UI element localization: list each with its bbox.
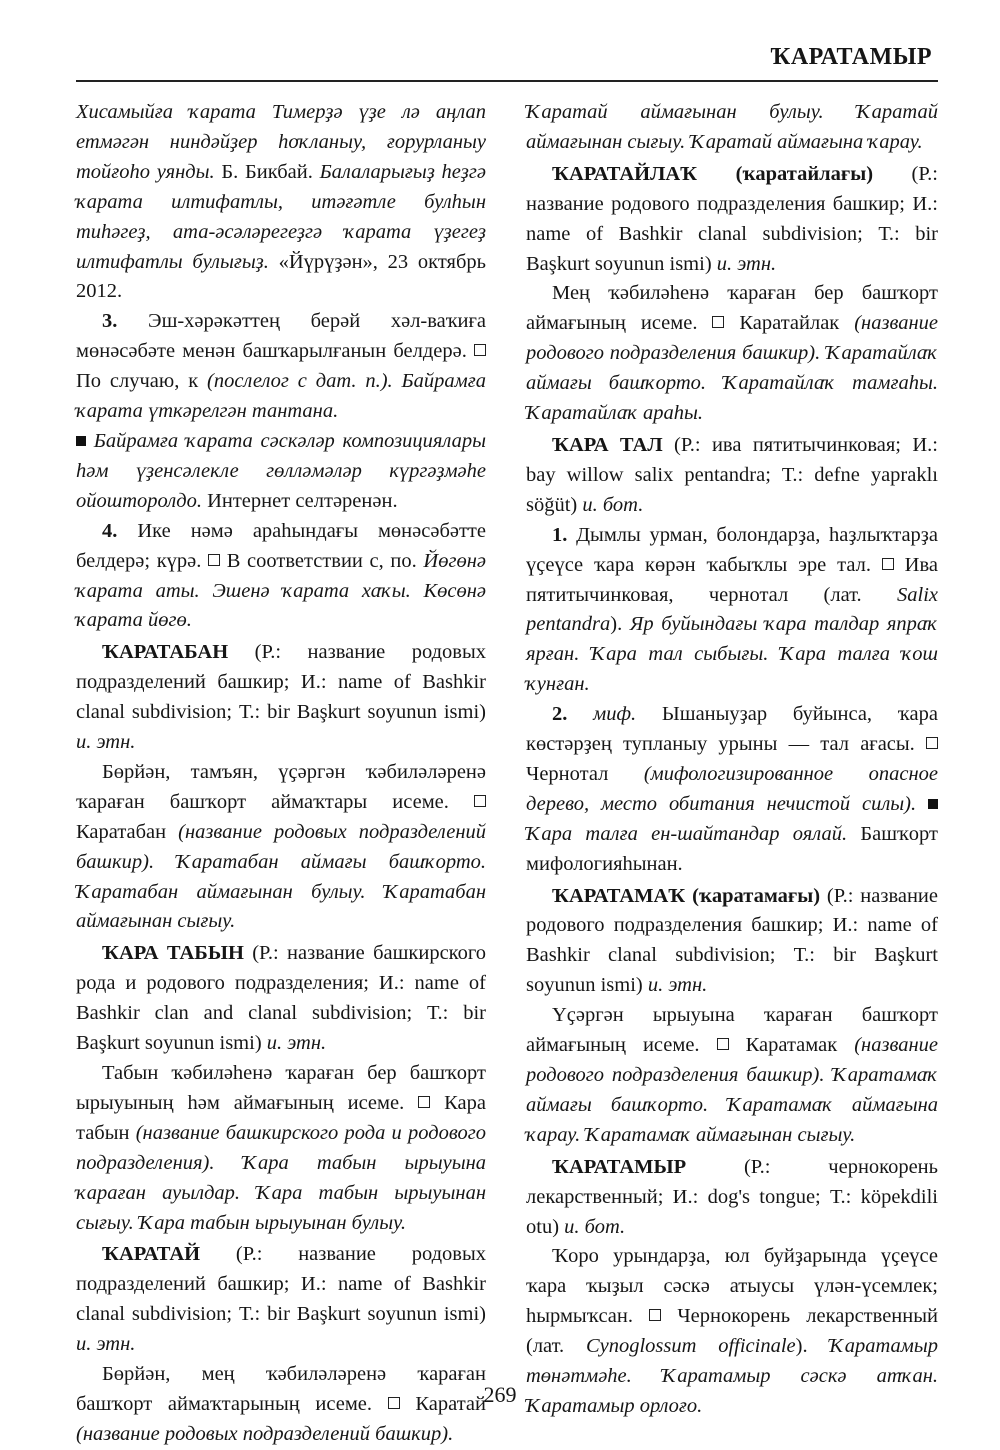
right-column [526,98,938,1422]
sense-number: 2. [552,703,568,726]
grammar-tag: миф. [567,703,637,726]
grammar-note: (название башкирского рода и родового подразделения). [76,1121,486,1174]
entry-karatamak [526,882,938,1002]
source-text: Интернет селтәренән. [201,489,398,512]
russian-marker-icon [418,1096,430,1108]
russian-translation-end: ). [795,1335,808,1358]
russian-translation: Каратамак [728,1034,855,1057]
russian-marker-icon [474,795,486,807]
definition: Бөрйән, мең ҡәбиләләренә ҡараған башҡорт аймаҡтарының исеме. [76,1363,486,1415]
example-text: Байрамға ҡарата сәскәләр композициялары һәм үҙенсәлекле гөлләмәләр күргәҙмәһе ойошторолдо. [76,429,486,512]
entry-headword: ҠАРАТАМАҠ (ҡаратамағы) [552,884,821,907]
sense-number: 4. [102,519,118,542]
definition: Дымлы урман, болондарҙа, һаҙлыҡтарҙа үҫеүсе ҡара көрән ҡабыҡлы эре тал. [526,523,938,576]
definition: Ике нәмә араһындағы мөнәсәбәтте белдерә; күрә. [76,519,486,572]
russian-translation-end: ). [610,613,623,636]
entry-definition [76,758,486,937]
latin-name: Salix pentandra [526,583,938,636]
entry-headword: ҠАРАТАБАН [102,641,229,664]
entry-headword: ҠАРАТАЙ [102,1243,201,1266]
russian-translation: Ива пятитычинковая, чернотал (лат. [526,553,938,606]
definition: Ышаныуҙар буйынса, ҡара көстәрҙең тупланыу урыны — тал ағасы. [526,703,939,756]
entry-kara-tabyn [76,939,486,1059]
grammar-note: (название родового подразделения башкир). [526,312,938,365]
russian-marker-icon [208,554,220,566]
page-number: 269 [483,1382,517,1407]
example-text: Байрамға ҡарата үткәрелгән тантана. [76,370,486,423]
translations: (Р.: название родового подразделения башкир; И.: name of Bashkir clanal subdivision; Т.: bir Başkurt soyunun ismi) [526,884,938,997]
definition: Эш-хәрәкәттең берәй хәл-ваҡиға мөнәсәбәте менән башҡарылғанын белдерә. [76,310,486,363]
sense-1 [526,521,938,700]
entry-karatamyr [526,1153,938,1243]
example-text: Ҡаратай аймағынан булыу. Ҡаратай аймағынан сығыу. Ҡаратай аймағына ҡарау. [526,101,938,153]
example-text: Яр буйындағы ҡара талдар япраҡ ярған. Ҡара тал сыбығы. Ҡара талға ҡош ҡунған. [526,613,938,696]
grammar-tag: и. этн. [76,1333,136,1356]
grammar-tag: и. этн. [76,731,136,754]
definition: Мең ҡәбиләһенә ҡараған бер башҡорт аймағының исеме. [526,282,938,335]
left-column [76,98,486,1450]
russian-marker-icon [717,1038,729,1050]
entry-karataban [76,638,486,758]
translations: (Р.: название родовых подразделений башкир; И.: name of Bashkir clanal subdivision; Т.: bir Başkurt soyunun ismi) [76,641,486,724]
russian-translation: Чернокорень лекарственный (лат. [526,1305,938,1358]
example-text: Ҡара талға ен-шайтандар оялай. [526,822,848,845]
russian-translation: Кара табын [76,1091,486,1144]
example-text: Балаларығыҙ һеҙгә ҡарата илтифатлы, итәғәтле булһын тиһәгеҙ, ата-әсәләрегеҙгә ҡарата үҙегеҙ илтифатлы булығыҙ. [76,160,486,273]
translations: (Р.: название башкирского рода и родового подразделения; И.: name of Bashkir clan and clanal subdivision; Т.: bir Başkurt soyunun ismi) [76,942,486,1055]
russian-marker-icon [882,558,894,570]
sense-3 [76,307,486,516]
russian-translation: Каратабан [76,820,179,843]
definition: Ҡоро урындарҙа, юл буйҙарында үҫеүсе ҡара ҡыҙыл сәскә атыусы үлән-үсемлек; һырмыҡсан. [526,1245,938,1328]
russian-marker-icon [712,316,724,328]
example-text: Ҡаратамаҡ аймағы башҡорто. Ҡаратамаҡ аймағына ҡарау. Ҡаратамаҡ аймағынан сығыу. [526,1064,938,1146]
russian-translation: Каратайлак [724,312,855,335]
example-text: Ҡара табын ырыуына ҡараған ауылдар. Ҡара табын ырыуынан сығыу. Ҡара табын ырыуынан булыу. [76,1151,486,1234]
example-text: Ҡаратайлаҡ аймағы башҡорто. Ҡаратайлаҡ тамғаһы. Ҡаратайлаҡ араһы. [526,342,938,425]
translations: (Р.: название родовых подразделений башкир; И.: name of Bashkir clanal subdivision; Т.: bir Başkurt soyunun ismi) [76,1243,486,1326]
entry-headword: ҠАРА ТАБЫН [102,942,244,965]
sense-2 [526,700,938,879]
russian-translation: По случаю, к [76,370,207,393]
source-text: «Йүрүҙән», 23 октябрь 2012. [76,250,487,303]
running-headword: ҠАРАТАМЫР [770,44,932,70]
entry-continuation [526,98,938,158]
grammar-tag: и. этн. [266,1032,327,1055]
definition: Үҫәргән ырыуына ҡараған башҡорт аймағының исеме. [526,1004,938,1057]
russian-marker-icon [474,344,486,356]
entry-headword: ҠАРАТАЙЛАҠ (ҡаратайлағы) [552,162,874,185]
entry-definition [76,1059,486,1238]
grammar-tag: и. этн. [647,974,708,997]
translations: (Р.: ива пятитычинковая; И.: bay willow salix pentandra; Т.: defne yapraklı söğüt) [526,433,938,516]
grammar-tag: и. бот. [564,1215,626,1238]
grammar-note: (название родового подразделения башкир). [526,1034,938,1086]
grammar-tag: и. бот. [582,493,644,516]
sense-number: 1. [552,523,568,546]
grammar-note: (название родовых подразделений башкир). [76,1422,454,1445]
definition: Табын ҡәбиләһенә ҡараған бер башҡорт ырыуының һәм аймағының исеме. [76,1062,486,1114]
entry-definition [526,279,938,429]
example-text: Хисамыйға ҡарата Тимерҙә үҙе лә аңлап етмәгән ниндәйҙер һоҡланыу, ғорурланыу тойғоһо уянды. [76,101,486,183]
entry-karatai [76,1240,486,1360]
example-text: Ҡаратамыр төнәтмәһе. Ҡаратамыр сәскә атҡан. Ҡаратамыр орлоғо. [526,1335,939,1417]
grammar-note: (послелог с дат. п.). [207,370,393,393]
translations: (Р.: чернокорень лекарственный; И.: dog's tongue; Т.: köpekdili otu) [526,1155,938,1238]
entry-headword: ҠАРАТАМЫР [552,1155,687,1178]
entry-kara-tal [526,431,938,521]
sense-4 [76,517,486,637]
russian-translation: Каратай [399,1392,486,1415]
example-text: Йөгөнә ҡарата аты. Эшенә ҡарата хаҡы. Көсөнә ҡарата йөгө. [76,549,486,632]
header-rule [76,80,938,82]
quotation-marker-icon [76,436,86,446]
example-text: Ҡаратабан аймағы башҡорто. Ҡаратабан аймағынан булыу. Ҡаратабан аймағынан сығыу. [76,850,486,933]
russian-translation: В соответствии с, по. [220,549,424,572]
russian-marker-icon [926,737,938,749]
source-text: Башҡорт мифологияһынан. [526,822,938,875]
grammar-note: (название родовых подразделений башкир). [76,820,486,873]
latin-name: Cynoglossum officinale [585,1335,796,1358]
definition: Бөрйән, тамъян, үҫәргән ҡәбиләләренә ҡараған башҡорт аймаҡтары исеме. [76,760,486,813]
source-text: Б. Бикбай. [214,160,320,183]
entry-headword: ҠАРА ТАЛ [552,433,663,456]
sense-number: 3. [102,310,118,333]
entry-karatailak [526,160,938,280]
grammar-note: (мифологизированное опасное дерево, место обитания нечистой силы). [526,762,938,815]
running-header [76,44,938,82]
quotation-marker-icon [928,799,938,809]
russian-marker-icon [649,1309,661,1321]
russian-translation: Чернотал [526,762,644,785]
entry-definition [526,1001,938,1151]
grammar-tag: и. этн. [716,252,777,275]
translations: (Р.: название родового подразделения башкир; И.: name of Bashkir clanal subdivision; Т.: bir Başkurt soyunun ismi) [526,162,938,275]
entry-continuation [76,98,486,307]
